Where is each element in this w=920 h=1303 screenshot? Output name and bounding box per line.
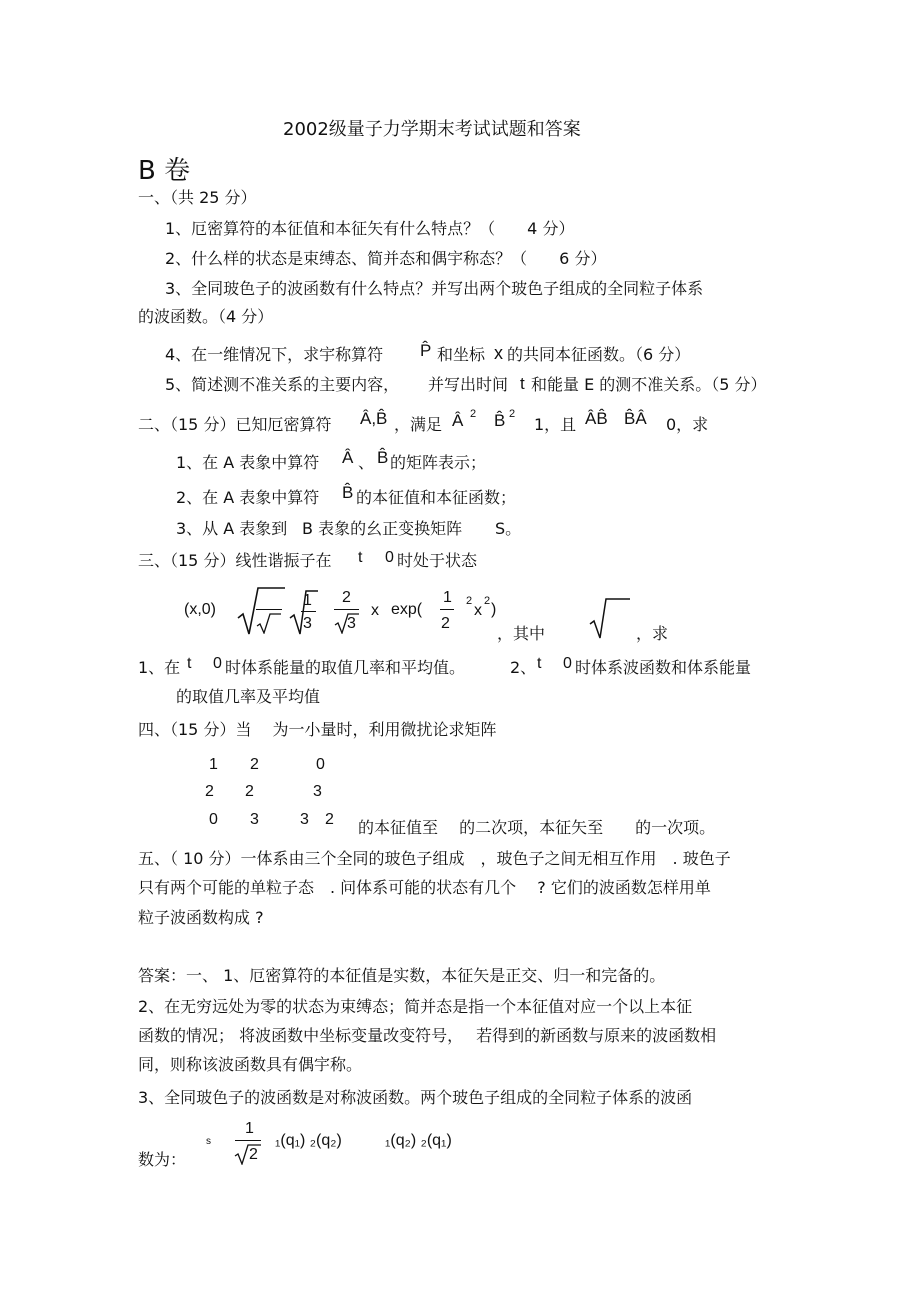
sqrt-symbol (256, 612, 282, 634)
matrix-entry: 2 (325, 811, 334, 828)
s2-condition-text: 0，求 (666, 415, 709, 434)
fraction-numerator: 1 (443, 589, 452, 606)
section-2-heading: 二、（15 分）已知厄密算符 (138, 415, 332, 434)
closing-paren: ) (491, 601, 497, 618)
s2-question-1-part-2: 的矩阵表示； (390, 453, 487, 472)
superscript-2: 2 (470, 408, 477, 420)
symmetric-subscript: s (206, 1136, 211, 1147)
s2-question-2-part-2: 的本征值和本征函数； (356, 488, 517, 507)
wavefunction-product-term-2: ₁(q₂) ₂(q₁) (385, 1132, 452, 1149)
fraction-bar (235, 1140, 261, 1141)
s3-question-1-part-1: 1、在 (138, 658, 181, 677)
answer-1: 答案：一、 1、厄密算符的本征值是实数，本征矢是正交、归一和完备的。 (138, 966, 666, 985)
s1-question-4-part-1: 4、在一维情况下，求宇称算符 (165, 345, 384, 364)
answer-2-line-2: 函数的情况； 将波函数中坐标变量改变符号， 若得到的新函数与原来的波函数相 (138, 1026, 717, 1045)
matrix-entry: 0 (316, 756, 325, 773)
operators-a-b: Â,B̂ (360, 409, 388, 428)
operator-a-squared: Â (452, 411, 464, 430)
s4-question-tail: 的本征值至 的二次项，本征矢至 的一次项。 (358, 818, 716, 837)
matrix-entry: 3 (313, 783, 322, 800)
section-3-heading-tail: 时处于状态 (397, 551, 478, 570)
superscript-2: 2 (484, 595, 491, 607)
superscript-2: 2 (509, 408, 516, 420)
matrix-entry: 2 (250, 756, 259, 773)
section-1-heading: 一、（共 25 分） (138, 188, 257, 207)
s1-question-3-line-1: 3、全同玻色子的波函数有什么特点？并写出两个玻色子组成的全同粒子体系 (165, 279, 704, 298)
operator-b-squared: B̂ (494, 411, 506, 430)
s2-condition-text: 1，且 (534, 415, 577, 434)
section-3-heading: 三、（15 分）线性谐振子在 (138, 551, 332, 570)
find-text: ，求 (636, 624, 669, 643)
answer-3-line-1: 3、全同玻色子的波函数是对称波函数。两个玻色子组成的全同粒子体系的波函 (138, 1088, 693, 1107)
s2-question-3-part-3: S。 (495, 519, 522, 538)
operator-b: B̂ (377, 448, 389, 467)
fraction-bar (440, 609, 454, 610)
s1-question-4-part-3: 的共同本征函数。（6 分） (507, 345, 691, 364)
s1-question-4-part-2: 和坐标 (437, 345, 486, 364)
time-t-symbol: t (358, 549, 363, 566)
section-5-line-2: 只有两个可能的单粒子态 . 问体系可能的状态有几个 ? 它们的波函数怎样用单 (138, 878, 711, 897)
page-title: 2002级量子力学期末考试试题和答案 (283, 119, 581, 140)
section-5-line-3: 粒子波函数构成 ? (138, 908, 264, 927)
answer-3-line-2: 数为： (138, 1150, 187, 1169)
operator-a: Â (342, 448, 354, 467)
time-t-symbol: t (187, 655, 192, 672)
s2-question-3-part-2: B 表象的幺正变换矩阵 (302, 519, 463, 538)
sqrt-symbol (589, 596, 631, 640)
wavefunction-argument: (x,0) (184, 601, 216, 618)
answer-2-line-1: 2、在无穷远处为零的状态为束缚态；简并态是指一个本征值对应一个以上本征 (138, 997, 693, 1016)
zero-value: 0 (563, 655, 572, 672)
matrix-entry: 3 (300, 811, 309, 828)
operator-product-ba: B̂Â (624, 409, 647, 428)
s3-question-2-part-2: 时体系波函数和体系能量 (575, 658, 752, 677)
fraction-denominator: 3 (347, 615, 356, 632)
fraction-bar (334, 609, 359, 610)
fraction-numerator: 1 (303, 592, 312, 609)
fraction-denominator: 3 (303, 615, 312, 632)
operator-product-ab: ÂB̂ (585, 409, 608, 428)
operator-b: B̂ (342, 483, 354, 502)
coordinate-x-symbol: x (494, 343, 503, 363)
s3-question-2-part-1: 2、 (510, 658, 537, 677)
s1-question-5-part-2: 并写出时间 (428, 375, 509, 394)
variable-x: x (371, 602, 379, 619)
time-t-symbol: t (520, 374, 525, 393)
s3-question-2-part-3: 的取值几率及平均值 (176, 687, 321, 706)
zero-value: 0 (385, 549, 394, 566)
wavefunction-product-term-1: ₁(q₁) ₂(q₂) (275, 1132, 342, 1149)
matrix-entry: 2 (205, 783, 214, 800)
fraction-denominator: 2 (249, 1146, 258, 1163)
s2-question-1-separator: 、 (358, 453, 375, 472)
superscript-2: 2 (466, 595, 473, 607)
section-5-line-1: 五、（ 10 分）一体系由三个全同的玻色子组成 ，玻色子之间无相互作用 . 玻色子 (138, 849, 731, 868)
fraction-denominator: 2 (441, 615, 450, 632)
time-t-symbol: t (537, 655, 542, 672)
s1-question-1: 1、厄密算符的本征值和本征矢有什么特点？（ 4 分） (165, 219, 575, 238)
s1-question-3-line-2: 的波函数。（4 分） (138, 307, 274, 326)
where-text: ，其中 (497, 624, 546, 643)
parity-operator-symbol: P̂ (420, 341, 432, 360)
matrix-entry: 3 (250, 811, 259, 828)
fraction-bar (256, 609, 282, 610)
s2-question-1-part-1: 1、在 A 表象中算符 (176, 453, 320, 472)
s2-question-2-part-1: 2、在 A 表象中算符 (176, 488, 320, 507)
fraction-bar (301, 611, 316, 612)
s1-question-5-part-1: 5、简述测不准关系的主要内容， (165, 375, 400, 394)
zero-value: 0 (213, 655, 222, 672)
variable-x: x (474, 602, 482, 619)
s1-question-5-part-3: 和能量 E 的测不准关系。（5 分） (531, 375, 767, 394)
fraction-numerator: 2 (342, 589, 351, 606)
s2-question-3-part-1: 3、从 A 表象到 (176, 519, 288, 538)
matrix-entry: 1 (209, 756, 218, 773)
section-4-heading: 四、（15 分）当 为一小量时，利用微扰论求矩阵 (138, 720, 497, 739)
fraction-numerator: 1 (245, 1120, 254, 1137)
volume-label: B 卷 (138, 156, 191, 186)
matrix-entry: 2 (245, 783, 254, 800)
s3-question-1-part-2: 时体系能量的取值几率和平均值。 (225, 658, 466, 677)
exp-function: exp( (391, 601, 423, 618)
answer-2-line-3: 同，则称该波函数具有偶宇称。 (138, 1055, 363, 1074)
matrix-entry: 0 (209, 811, 218, 828)
s2-condition-text: ，满足 (394, 415, 443, 434)
s1-question-2: 2、什么样的状态是束缚态、简并态和偶宇称态？（ 6 分） (165, 249, 607, 268)
